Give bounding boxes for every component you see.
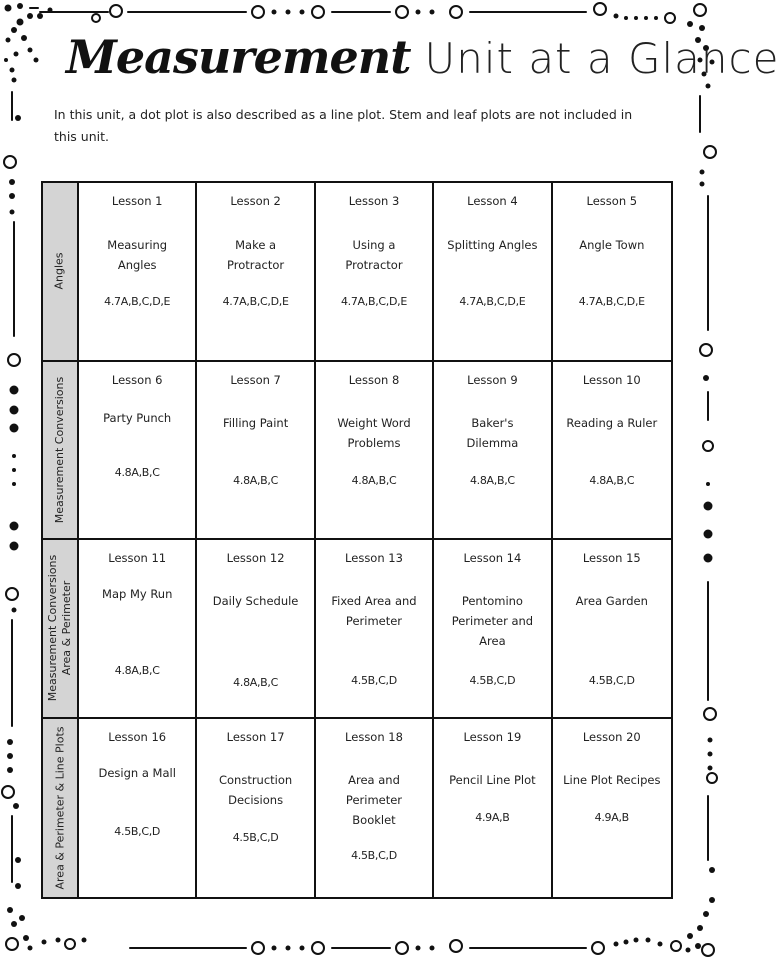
lesson-title: Reading a Ruler — [566, 415, 658, 430]
unit-label: Measurement Conversions — [53, 376, 67, 523]
unit-label: Measurement Conversions Area & Perimeter — [46, 555, 74, 702]
border-ornament — [704, 554, 713, 563]
border-ornament — [12, 468, 16, 472]
border-ornament — [15, 115, 21, 121]
border-ornament — [700, 344, 712, 356]
border-ornament — [300, 946, 305, 951]
lesson-title: Pencil Line Plot — [449, 772, 536, 787]
lesson-cell — [434, 719, 552, 898]
lesson-standard: 4.5B,C,D — [114, 824, 161, 838]
border-ornament — [312, 942, 324, 954]
lesson-title: Measuring Angles — [107, 238, 168, 272]
border-ornament — [644, 16, 648, 20]
border-ornament — [11, 27, 17, 33]
lesson-number: Lesson 1 — [111, 194, 163, 208]
lesson-standard: 4.5B,C,D — [351, 848, 397, 862]
border-ornament — [12, 78, 17, 83]
border-ornament — [27, 13, 33, 19]
border-ornament — [17, 19, 24, 26]
border-ornament — [9, 179, 15, 185]
border-ornament — [92, 14, 100, 22]
unit-label: Angles — [53, 252, 67, 290]
title-measurement: Measurement — [66, 30, 411, 84]
lesson-standard: 4.5B,C,D — [588, 674, 635, 687]
lesson-standard: 4.8A,B,C — [589, 473, 635, 487]
lesson-cell — [316, 719, 434, 898]
border-ornament — [6, 938, 18, 950]
unit-label-cell — [43, 540, 79, 719]
lesson-number: Lesson 18 — [345, 729, 403, 744]
lesson-number: Lesson 13 — [345, 551, 403, 565]
border-ornament — [12, 482, 16, 486]
lesson-number: Lesson 14 — [463, 551, 522, 565]
border-ornament — [7, 739, 13, 745]
border-ornament — [10, 386, 19, 395]
border-ornament — [23, 935, 29, 941]
border-ornament — [15, 883, 21, 889]
lesson-title: Filling Paint — [222, 415, 289, 430]
lesson-standard: 4.8A,B,C — [114, 664, 160, 677]
lesson-cell — [197, 183, 315, 362]
border-ornament — [252, 6, 264, 18]
unit-label-cell — [43, 362, 79, 541]
border-ornament — [110, 5, 122, 17]
border-ornament — [430, 946, 435, 951]
border-ornament — [634, 938, 639, 943]
lesson-cell — [79, 183, 197, 362]
border-ornament — [14, 52, 19, 57]
lesson-title: Party Punch — [103, 410, 172, 425]
border-ornament — [614, 14, 619, 19]
border-ornament — [10, 68, 15, 73]
lesson-title: Baker's Dilemma — [466, 415, 519, 450]
lesson-cell — [316, 362, 434, 541]
lesson-standard: 4.8A,B,C — [351, 473, 397, 487]
lesson-number: Lesson 7 — [230, 372, 281, 387]
border-ornament — [646, 938, 651, 943]
lesson-number: Lesson 11 — [108, 551, 167, 565]
border-ornament — [416, 10, 421, 15]
border-ornament — [272, 946, 277, 951]
border-ornament — [416, 946, 421, 951]
border-ornament — [10, 210, 15, 215]
border-ornament — [654, 16, 658, 20]
border-ornament — [396, 6, 408, 18]
lesson-number: Lesson 20 — [582, 729, 641, 744]
lesson-number: Lesson 5 — [586, 194, 638, 208]
border-ornament — [665, 13, 675, 23]
lesson-standard: 4.7A,B,C,D,E — [340, 295, 408, 308]
lesson-standard: 4.7A,B,C,D,E — [222, 295, 289, 308]
lesson-cell — [197, 719, 315, 898]
lesson-cell — [197, 362, 315, 541]
lesson-title: Area Garden — [575, 594, 648, 608]
unit-label: Area & Perimeter & Line Plots — [53, 726, 67, 890]
title-unit-at-a-glance: Unit at a Glance — [424, 34, 779, 83]
border-ornament — [15, 857, 21, 863]
lesson-title: Fixed Area and Perimeter — [331, 594, 417, 628]
border-ornament — [686, 948, 691, 953]
lesson-cell — [434, 540, 552, 719]
border-ornament — [7, 767, 13, 773]
border-ornament — [6, 588, 18, 600]
lesson-cell — [316, 183, 434, 362]
lesson-cell — [79, 362, 197, 541]
border-ornament — [704, 146, 716, 158]
lesson-title: Construction Decisions — [218, 772, 293, 807]
lesson-number: Lesson 17 — [226, 729, 285, 744]
border-ornament — [28, 946, 33, 951]
lesson-number: Lesson 3 — [348, 194, 400, 208]
lesson-title: Splitting Angles — [447, 238, 538, 252]
border-ornament — [4, 58, 8, 62]
border-ornament — [697, 925, 703, 931]
lesson-standard: 4.8A,B,C — [114, 465, 160, 479]
unit-label-cell — [43, 719, 79, 898]
lesson-number: Lesson 2 — [230, 194, 281, 208]
border-ornament — [10, 406, 19, 415]
border-ornament — [6, 38, 11, 43]
border-ornament — [658, 942, 663, 947]
lesson-standard: 4.8A,B,C — [233, 473, 279, 487]
border-ornament — [82, 938, 87, 943]
border-ornament — [17, 3, 23, 9]
lesson-standard: 4.8A,B,C — [233, 676, 279, 689]
border-ornament — [706, 84, 711, 89]
border-ornament — [10, 522, 19, 531]
border-ornament — [19, 915, 25, 921]
border-ornament — [5, 5, 12, 12]
lesson-number: Lesson 10 — [582, 372, 641, 387]
border-ornament — [13, 803, 19, 809]
lesson-cell — [197, 540, 315, 719]
border-ornament — [709, 897, 715, 903]
lesson-cell — [434, 362, 552, 541]
border-ornament — [7, 753, 13, 759]
border-ornament — [709, 867, 715, 873]
intro-text: In this unit, a dot plot is also described as a line plot. Stem and leaf plots are not included in this unit. — [54, 107, 633, 144]
border-ornament — [21, 35, 27, 41]
border-ornament — [300, 10, 305, 15]
lesson-standard: 4.7A,B,C,D,E — [104, 295, 171, 308]
border-ornament — [312, 6, 324, 18]
lesson-title: Using a Protractor — [345, 238, 403, 272]
border-ornament — [592, 942, 604, 954]
lesson-title: Weight Word Problems — [337, 415, 411, 450]
lesson-cell — [316, 540, 434, 719]
lesson-title: Make a Protractor — [227, 238, 285, 272]
lesson-cell — [553, 719, 671, 898]
lesson-standard: 4.8A,B,C — [469, 473, 515, 487]
lesson-standard: 4.9A,B — [475, 810, 510, 824]
border-ornament — [10, 542, 19, 551]
border-ornament — [700, 170, 705, 175]
lesson-standard: 4.5B,C,D — [232, 830, 279, 844]
lesson-number: Lesson 19 — [463, 729, 522, 744]
border-ornament — [12, 608, 17, 613]
border-ornament — [48, 8, 53, 13]
lesson-number: Lesson 16 — [108, 729, 167, 744]
border-ornament — [594, 3, 606, 15]
border-ornament — [708, 752, 713, 757]
lesson-cell — [553, 362, 671, 541]
border-ornament — [4, 156, 16, 168]
border-ornament — [65, 939, 75, 949]
border-ornament — [450, 940, 462, 952]
border-ornament — [704, 708, 716, 720]
lesson-cell — [79, 719, 197, 898]
lesson-number: Lesson 12 — [226, 551, 285, 565]
lesson-title: Line Plot Recipes — [563, 772, 661, 787]
border-ornament — [7, 907, 13, 913]
border-ornament — [687, 21, 693, 27]
border-ornament — [56, 938, 61, 943]
lesson-standard: 4.7A,B,C,D,E — [459, 295, 526, 308]
border-ornament — [8, 354, 20, 366]
border-ornament — [614, 942, 619, 947]
lesson-cell — [553, 540, 671, 719]
lesson-number: Lesson 6 — [111, 372, 163, 387]
lesson-title: Area and Perimeter Booklet — [345, 772, 403, 827]
border-ornament — [695, 943, 701, 949]
border-ornament — [624, 940, 629, 945]
border-ornament — [286, 10, 291, 15]
border-ornament — [252, 942, 264, 954]
border-ornament — [702, 944, 714, 956]
border-ornament — [704, 530, 713, 539]
lesson-standard: 4.5B,C,D — [351, 674, 397, 687]
border-ornament — [694, 4, 706, 16]
lesson-title: Daily Schedule — [212, 594, 299, 608]
border-ornament — [704, 502, 713, 511]
lesson-grid — [41, 181, 673, 899]
lesson-title: Pentomino Perimeter and Area — [451, 594, 534, 648]
lesson-standard: 4.5B,C,D — [469, 674, 516, 687]
border-ornament — [706, 482, 710, 486]
border-ornament — [34, 58, 39, 63]
border-ornament — [634, 16, 638, 20]
border-ornament — [42, 940, 47, 945]
border-ornament — [28, 48, 33, 53]
lesson-cell — [79, 540, 197, 719]
border-ornament — [708, 766, 713, 771]
lesson-number: Lesson 15 — [582, 551, 641, 565]
border-ornament — [703, 441, 713, 451]
unit-label-cell — [43, 183, 79, 362]
border-ornament — [272, 10, 277, 15]
border-ornament — [430, 10, 435, 15]
border-ornament — [708, 738, 713, 743]
lesson-cell — [434, 183, 552, 362]
lesson-title: Design a Mall — [98, 765, 176, 780]
lesson-number: Lesson 9 — [467, 372, 518, 387]
lesson-number: Lesson 8 — [348, 372, 400, 387]
border-ornament — [687, 933, 693, 939]
border-ornament — [700, 182, 705, 187]
lesson-cell — [553, 183, 671, 362]
border-ornament — [703, 375, 709, 381]
border-ornament — [12, 454, 16, 458]
border-ornament — [396, 942, 408, 954]
border-ornament — [11, 921, 17, 927]
border-ornament — [9, 193, 15, 199]
border-ornament — [703, 911, 709, 917]
border-ornament — [2, 786, 14, 798]
lesson-number: Lesson 4 — [467, 194, 518, 208]
lesson-standard: 4.9A,B — [594, 810, 629, 824]
border-ornament — [671, 941, 681, 951]
border-ornament — [10, 424, 19, 433]
lesson-title: Angle Town — [579, 238, 645, 252]
page-title — [66, 30, 779, 100]
lesson-standard: 4.7A,B,C,D,E — [578, 295, 645, 308]
lesson-title: Map My Run — [102, 587, 173, 601]
border-ornament — [624, 16, 628, 20]
border-ornament — [286, 946, 291, 951]
border-ornament — [707, 773, 717, 783]
border-ornament — [37, 13, 43, 19]
border-ornament — [450, 6, 462, 18]
